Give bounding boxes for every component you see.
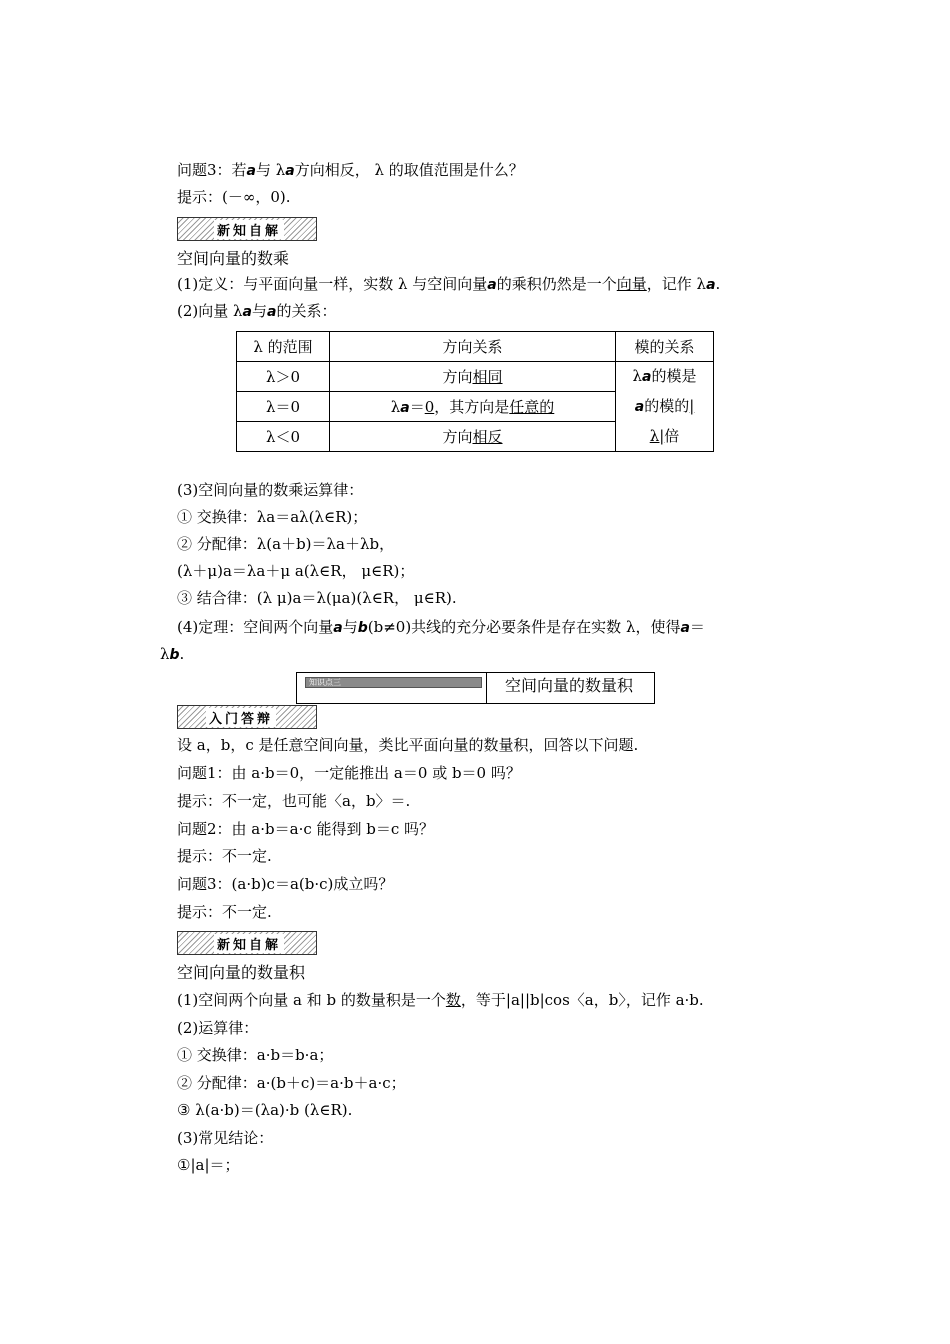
conclusion-1: ①|a|＝； xyxy=(177,1156,240,1174)
hint-3-top: 提示：(－∞，0). xyxy=(177,188,291,206)
table-cell-modulus-relation: λa的模是 a的模的| λ|倍 xyxy=(616,362,714,452)
dot-law-scalar: ③ λ(a·b)＝(λa)·b (λ∈R). xyxy=(177,1101,353,1119)
table-cell-range-negative: λ＜0 xyxy=(237,422,330,452)
theorem-collinear: (4)定理：空间两个向量a与b(b≠0)共线的充分必要条件是存在实数 λ，使得a＝ xyxy=(177,618,705,636)
section-banner-intro-qa: 入门答辩 xyxy=(177,705,317,729)
knowledge-point-title: 空间向量的数量积 xyxy=(505,676,634,695)
section-banner-new-knowledge-2: 新知自解 xyxy=(177,931,317,955)
table-header-modulus: 模的关系 xyxy=(616,332,714,362)
dot-laws-heading: (2)运算律： xyxy=(177,1019,259,1037)
law-associative: ③ 结合律：(λ μ)a＝λ(μa)(λ∈R， μ∈R). xyxy=(177,589,457,607)
table-header-direction: 方向关系 xyxy=(330,332,616,362)
section-title-dot-product: 空间向量的数量积 xyxy=(177,963,306,982)
law-commutative: ① 交换律：λa＝aλ(λ∈R)； xyxy=(177,508,368,526)
hint-2: 提示：不一定. xyxy=(177,847,272,865)
laws-heading: (3)空间向量的数乘运算律： xyxy=(177,481,364,499)
definition-dot-product: (1)空间两个向量 a 和 b 的数量积是一个数，等于|a||b|cos〈a，b〉，记作 a·b. xyxy=(177,991,704,1009)
table-cell-range-zero: λ＝0 xyxy=(237,392,330,422)
conclusions-heading: (3)常见结论： xyxy=(177,1129,274,1147)
question-1: 问题1：由 a·b＝0，一定能推出 a＝0 或 b＝0 吗？ xyxy=(177,764,521,782)
section-banner-new-knowledge: 新知自解 xyxy=(177,217,317,241)
table-cell-direction-opposite: 方向相反 xyxy=(330,422,616,452)
knowledge-box-divider xyxy=(486,673,487,703)
relation-heading: (2)向量 λa与a的关系： xyxy=(177,302,337,320)
intro-paragraph: 设 a，b，c 是任意空间向量，类比平面向量的数量积，回答以下问题. xyxy=(177,736,639,754)
table-cell-direction-same: 方向相同 xyxy=(330,362,616,392)
table-header-range: λ 的范围 xyxy=(237,332,330,362)
question-2: 问题2：由 a·b＝a·c 能得到 b＝c 吗？ xyxy=(177,820,435,838)
section-title-scalar-multiplication: 空间向量的数乘 xyxy=(177,249,290,268)
theorem-collinear-cont: λb. xyxy=(160,645,185,663)
hint-3: 提示：不一定. xyxy=(177,903,272,921)
relation-table xyxy=(236,331,714,452)
knowledge-point-tag: 知识点三 xyxy=(305,677,482,688)
question-3: 问题3：(a·b)c＝a(b·c)成立吗？ xyxy=(177,875,394,893)
definition-scalar-multiplication: (1)定义：与平面向量一样，实数 λ 与空间向量a的乘积仍然是一个向量，记作 λa. xyxy=(177,275,721,293)
law-distributive-1: ② 分配律：λ(a＋b)＝λa＋λb， xyxy=(177,535,395,553)
question-3-top: 问题3：若a与 λa方向相反， λ 的取值范围是什么？ xyxy=(177,161,524,179)
dot-law-distributive: ② 分配律：a·(b＋c)＝a·b＋a·c； xyxy=(177,1074,406,1092)
hint-1: 提示：不一定，也可能〈a，b〉＝. xyxy=(177,792,411,810)
table-cell-range-positive: λ＞0 xyxy=(237,362,330,392)
law-distributive-2: (λ＋μ)a＝λa＋μ a(λ∈R， μ∈R)； xyxy=(177,562,415,580)
table-cell-direction-any: λa＝0，其方向是任意的 xyxy=(330,392,616,422)
dot-law-commutative: ① 交换律：a·b＝b·a； xyxy=(177,1046,334,1064)
knowledge-point-box xyxy=(296,672,655,704)
